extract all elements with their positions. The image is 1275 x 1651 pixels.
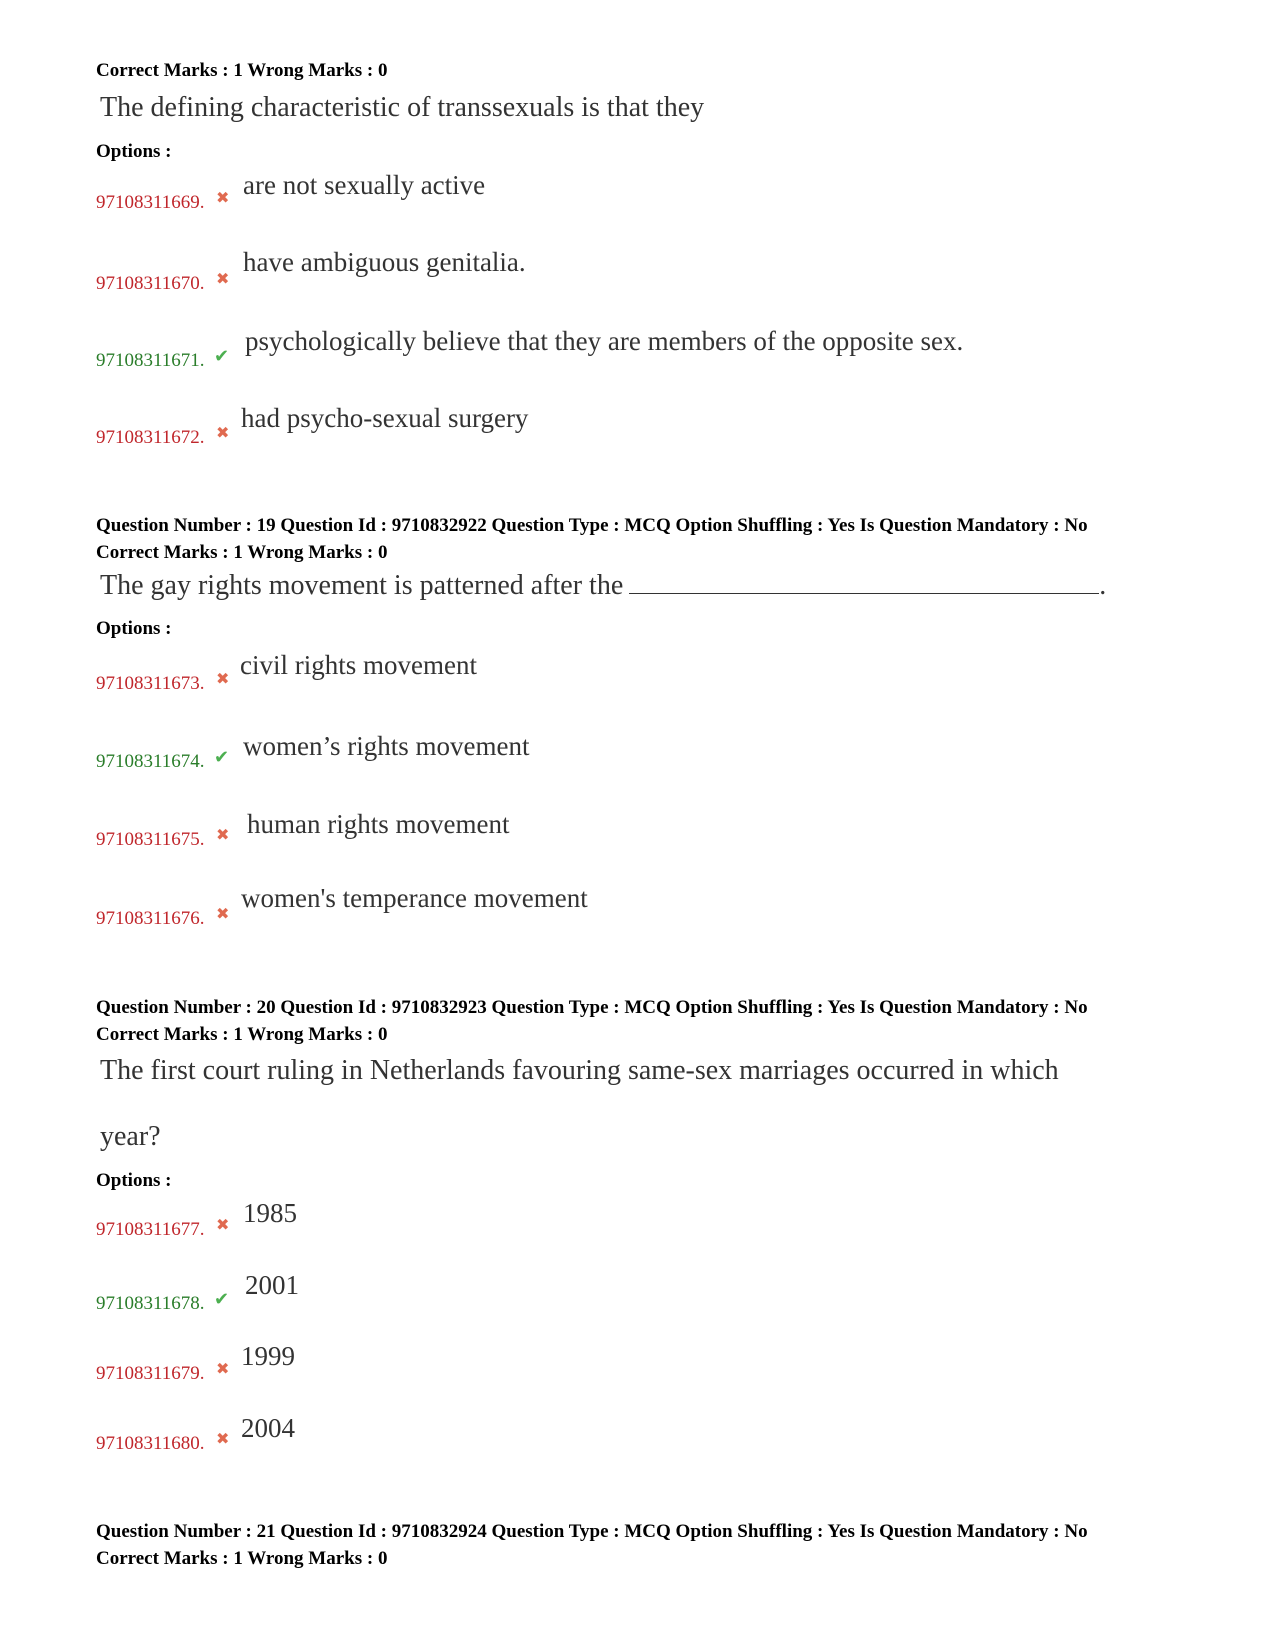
q20-options-label: Options : [96,1170,172,1191]
q19-option-id: 97108311674. [96,751,205,772]
q20-option-text: 1999 [241,1341,295,1371]
check-mark-icon: ✔ [214,1289,230,1310]
q18-question-text: The defining characteristic of transsexuals is that they [100,92,705,123]
cross-mark-icon: ✖ [216,1429,230,1448]
q19-option-text: women's temperance movement [241,883,588,913]
answer-blank [629,571,1099,594]
q20-marks: Correct Marks : 1 Wrong Marks : 0 [96,1024,388,1045]
cross-mark-icon: ✖ [216,1359,230,1378]
q19-option-id: 97108311675. [96,829,205,850]
q18-option-id: 97108311671. [96,350,205,371]
q19-question-text [100,570,1106,602]
q19-header: Question Number : 19 Question Id : 9710832922 Question Type : MCQ Option Shuffling : Yes Is Question Mandatory : No [96,515,1088,536]
q18-option-text: psychologically believe that they are members of the opposite sex. [245,326,964,356]
cross-mark-icon: ✖ [216,669,230,688]
cross-mark-icon: ✖ [216,904,230,923]
q18-option-text: have ambiguous genitalia. [243,247,526,277]
q19-option-id: 97108311676. [96,908,205,929]
q19-option-text: human rights movement [247,809,510,839]
q19-option-text: women’s rights movement [243,731,530,761]
q18-option-text: had psycho-sexual surgery [241,403,529,433]
q19-option-text: civil rights movement [240,650,477,680]
cross-mark-icon: ✖ [216,1215,230,1234]
check-mark-icon: ✔ [214,747,230,768]
q19-marks: Correct Marks : 1 Wrong Marks : 0 [96,542,388,563]
check-mark-icon: ✔ [214,346,230,367]
q19-option-id: 97108311673. [96,673,205,694]
q18-marks: Correct Marks : 1 Wrong Marks : 0 [96,60,388,81]
q19-question-end: . [1099,570,1107,601]
q21-marks: Correct Marks : 1 Wrong Marks : 0 [96,1548,388,1569]
cross-mark-icon: ✖ [216,825,230,844]
q18-options-label: Options : [96,141,172,162]
q18-option-id: 97108311669. [96,192,205,213]
q18-option-id: 97108311672. [96,427,205,448]
q19-question-stem: The gay rights movement is patterned after the [100,570,624,601]
q20-option-id: 97108311679. [96,1363,205,1384]
q20-question-line2: year? [100,1121,161,1152]
q20-question-line1: The first court ruling in Netherlands favouring same-sex marriages occurred in which [100,1055,1059,1086]
q20-option-text: 2004 [241,1413,295,1443]
q18-option-text: are not sexually active [243,170,486,200]
cross-mark-icon: ✖ [216,423,230,442]
q18-option-id: 97108311670. [96,273,205,294]
q20-option-id: 97108311677. [96,1219,205,1240]
cross-mark-icon: ✖ [216,188,230,207]
q20-header: Question Number : 20 Question Id : 9710832923 Question Type : MCQ Option Shuffling : Yes Is Question Mandatory : No [96,997,1088,1018]
q19-options-label: Options : [96,618,172,639]
q20-option-text: 2001 [245,1270,299,1300]
cross-mark-icon: ✖ [216,269,230,288]
q21-header: Question Number : 21 Question Id : 9710832924 Question Type : MCQ Option Shuffling : Yes Is Question Mandatory : No [96,1521,1088,1542]
q20-option-id: 97108311678. [96,1293,205,1314]
q20-option-id: 97108311680. [96,1433,205,1454]
q20-option-text: 1985 [243,1198,297,1228]
